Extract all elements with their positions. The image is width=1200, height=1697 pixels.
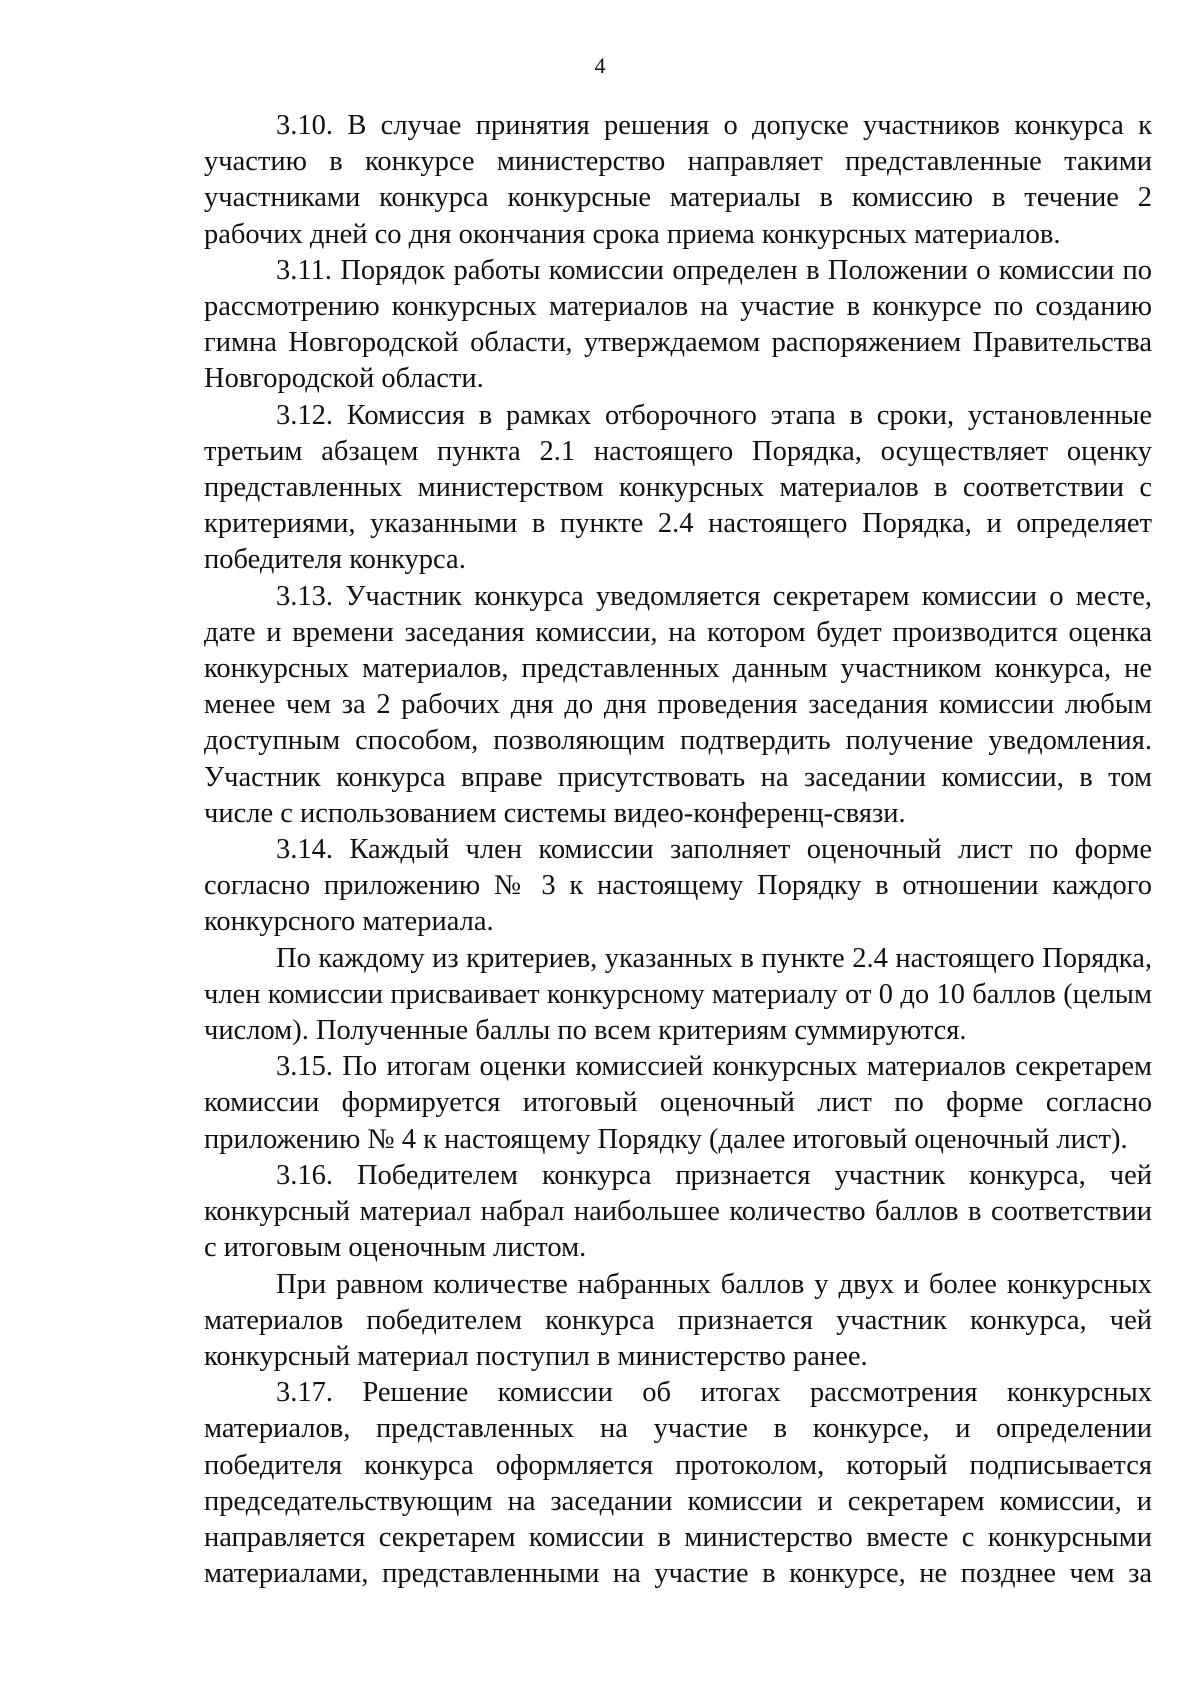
paragraph-3-10: 3.10. В случае принятия решения о допуске участников конкурса к участию в конкурсе министерство направляет представленные такими участниками конкурса конкурсные материалы в комиссию в течение 2 рабочих дней со дня окончания срока приема конкурсных материалов. bbox=[204, 110, 1152, 250]
paragraph-3-16-tie: При равном количестве набранных баллов у двух и более конкурсных материалов победителем конкурса признается участник конкурса, чей конкурсный материал поступил в министерство ранее. bbox=[204, 1268, 1152, 1372]
paragraph-3-13: 3.13. Участник конкурса уведомляется секретарем комиссии о месте, дате и времени заседания комиссии, на котором будет производится оценка конкурсных материалов, представленных данным участником конкурса, не менее чем за 2 рабочих дня до дня проведения заседания комиссии любым доступным способом, позволяющим подтвердить получение уведомления. Участник конкурса вправе присутствовать на заседании комиссии, в том числе с использованием системы видео-конференц-связи. bbox=[204, 580, 1152, 829]
paragraph-3-17: 3.17. Решение комиссии об итогах рассмотрения конкурсных материалов, представленных на участие в конкурсе, и определении победителя конкурса оформляется протоколом, который подписывается председательствующим на заседании комиссии и секретарем комиссии, и направляется секретарем комиссии в министерство вместе с конкурсными материалами, представленными на участие в конкурсе, не позднее чем за bbox=[204, 1377, 1152, 1590]
paragraph-3-16: 3.16. Победителем конкурса признается участник конкурса, чей конкурсный материал набрал наибольшее количество баллов в соответствии с итоговым оценочным листом. bbox=[204, 1159, 1152, 1264]
paragraph-3-15: 3.15. По итогам оценки комиссией конкурсных материалов секретарем комиссии формируется итоговый оценочный лист по форме согласно приложению № 4 к настоящему Порядку (далее итоговый оценочный лист). bbox=[204, 1051, 1152, 1155]
page-number: 4 bbox=[594, 53, 606, 78]
paragraph-3-14: 3.14. Каждый член комиссии заполняет оценочный лист по форме согласно приложению № 3 к настоящему Порядку в отношении каждого конкурсного материала. bbox=[204, 834, 1152, 938]
paragraph-3-14-scoring: По каждому из критериев, указанных в пункте 2.4 настоящего Порядка, член комиссии присваивает конкурсному материалу от 0 до 10 баллов (целым числом). Полученные баллы по всем критериям суммируются. bbox=[204, 942, 1152, 1047]
paragraph-3-11: 3.11. Порядок работы комиссии определен в Положении о комиссии по рассмотрению конкурсных материалов на участие в конкурсе по созданию гимна Новгородской области, утверждаемом распоряжением Правительства Новгородской области. bbox=[204, 254, 1152, 395]
document-body bbox=[204, 108, 1152, 1592]
paragraph-3-12: 3.12. Комиссия в рамках отборочного этапа в сроки, установленные третьим абзацем пункта 2.1 настоящего Порядка, осуществляет оценку представленных министерством конкурсных материалов в соответствии с критериями, указанными в пункте 2.4 настоящего Порядка, и определяет победителя конкурса. bbox=[204, 399, 1152, 576]
